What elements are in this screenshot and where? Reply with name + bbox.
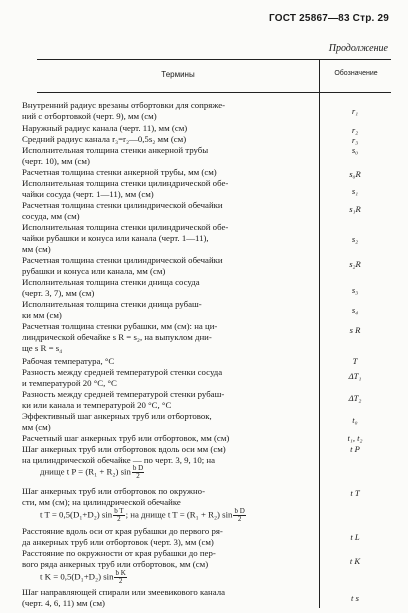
term-text: Разность между средней температурой стенки рубаш- ки или канала и температурой 20 °С, °С [22, 389, 225, 410]
term-text: Рабочая температура, °С [22, 356, 115, 366]
symbol-cell: t L [350, 532, 360, 542]
term-text: Шаг направляющей спирали или змеевикового канала (черт. 4, 6, 11) мм (см) [22, 587, 226, 608]
symbol-cell: s₄ [351, 305, 359, 315]
symbol-cell: T [352, 356, 358, 366]
term-text: Расчетная толщина стенки цилиндрической обечайки сосуда, мм (см) [22, 200, 223, 221]
page-header: ГОСТ 25867—83 Стр. 29 [269, 13, 389, 24]
symbol-cell: s₀ [351, 145, 359, 155]
term-text: Внутренний радиус врезаны отбортовки для сопряже- ний с отбортовкой (черт. 9), мм (см) [22, 100, 226, 121]
term-text: Шаг анкерных труб или отбортовок по окружно- сти, мм (см); на цилиндрической обечайке t T = 0,5(D₁+D₂) sin $\frac{\text{b T}}{2}$ ; на днище t T = (R₁ + R₂) sin $\frac{\text{b D}}{2}$ [22, 486, 314, 523]
term-text: Расстояние вдоль оси от края рубашки до первого ря- да анкерных труб или отбортовок (черт. 3), мм (см) [22, 526, 223, 547]
symbol-cell: r₁ [351, 106, 359, 116]
symbol-cell: ΔT₁ [348, 371, 362, 381]
symbol-cell: s₁R [349, 204, 361, 214]
symbol-cell: s R [349, 325, 361, 335]
symbol-cell: r₂ [351, 125, 359, 135]
term-text: Исполнительная толщина стенки днища рубаш- ки мм (см) [22, 299, 202, 320]
term-text: Исполнительная толщина стенки цилиндрической обе- чайки рубашки и конуса или канала (черт. 1—11), мм (см) [22, 222, 229, 254]
continuation-label: Продолжение [328, 43, 388, 54]
formula-tk: t K = 0,5(D₁+D₂) sin $\frac{\text{b K}}{2}$ [40, 568, 126, 585]
symbol-cell: s₂ [351, 234, 359, 244]
symbol-cell: s₂R [349, 259, 361, 269]
term-text: Исполнительная толщина стенки цилиндрической обе- чайки сосуда (черт. 1—11), мм (см) [22, 178, 229, 199]
term-text: Исполнительная толщина стенки анкерной трубы (черт. 10), мм (см) [22, 145, 209, 166]
term-text: Исполнительная толщина стенки днища сосуда (черт. 3, 7), мм (см) [22, 277, 200, 298]
symbol-cell: t s [351, 593, 359, 603]
term-text: Расчетная толщина стенки анкерной трубы, мм (см) [22, 167, 217, 177]
symbol-cell: t₀ [352, 415, 358, 425]
symbol-cell-2: t P [350, 444, 360, 454]
symbol-cell: s₃ [351, 285, 359, 295]
symbol-cell: s₁ [351, 186, 359, 196]
term-text: Наружный радиус канала (черт. 11), мм (см) [22, 123, 188, 133]
symbol-cell: ΔT₂ [348, 393, 362, 403]
symbol-cell: r₃ [351, 135, 359, 145]
symbol-cell: t₁, t₂ [347, 433, 363, 443]
column-header-terms: Термины [161, 70, 195, 79]
symbol-cell: s₀R [349, 169, 361, 179]
terms-table [22, 59, 391, 608]
term-text: Расчетная толщина стенки рубашки, мм (см): на ци- линдрической обечайке s R = s₂, на выпуклом дни- ще s R = s₄ [22, 321, 218, 353]
formula-tt: t T = 0,5(D₁+D₂) sin $\frac{\text{b T}}{2}$ ; на днище t T = (R₁ + R₂) sin $\frac{\text{b D}}{2}$ [40, 506, 245, 523]
table-header-row [37, 60, 391, 93]
symbol-cell: t T [350, 488, 360, 498]
symbol-cell: t K [349, 556, 361, 566]
term-text: Разность между средней температурой стенки сосуда и температурой 20 °С, °С [22, 367, 223, 388]
formula-tp: днище t P = (R₁ + R₂) sin $\frac{\text{b D}}{2}$ [40, 464, 144, 481]
column-header-symbol: Обозначение [334, 70, 378, 77]
term-text: Средний радиус канала r₃=r₂—0,5s₂ мм (см) [22, 134, 187, 144]
term-text: Эффективный шаг анкерных труб или отбортовок, мм (см) [22, 411, 212, 432]
term-text: Расчетная толщина стенки цилиндрической обечайки рубашки и конуса или канала, мм (см) [22, 255, 223, 276]
term-text: Расстояние по окружности от края рубашки до пер- вого ряда анкерных труб или отбортовок, мм (см) t K = 0,5(D₁+D₂) sin $\frac{\text{b K}}{2}$ [22, 548, 314, 585]
term-text: Расчетный шаг анкерных труб или отбортовок, мм (см) Шаг анкерных труб или отбортовок вдоль оси мм (см) на цилиндрической обечайке — по черт. 3, 9, 10; на днище t P = (R₁ + R₂) sin $\frac{\text{b D}}{2}$ [22, 433, 314, 480]
